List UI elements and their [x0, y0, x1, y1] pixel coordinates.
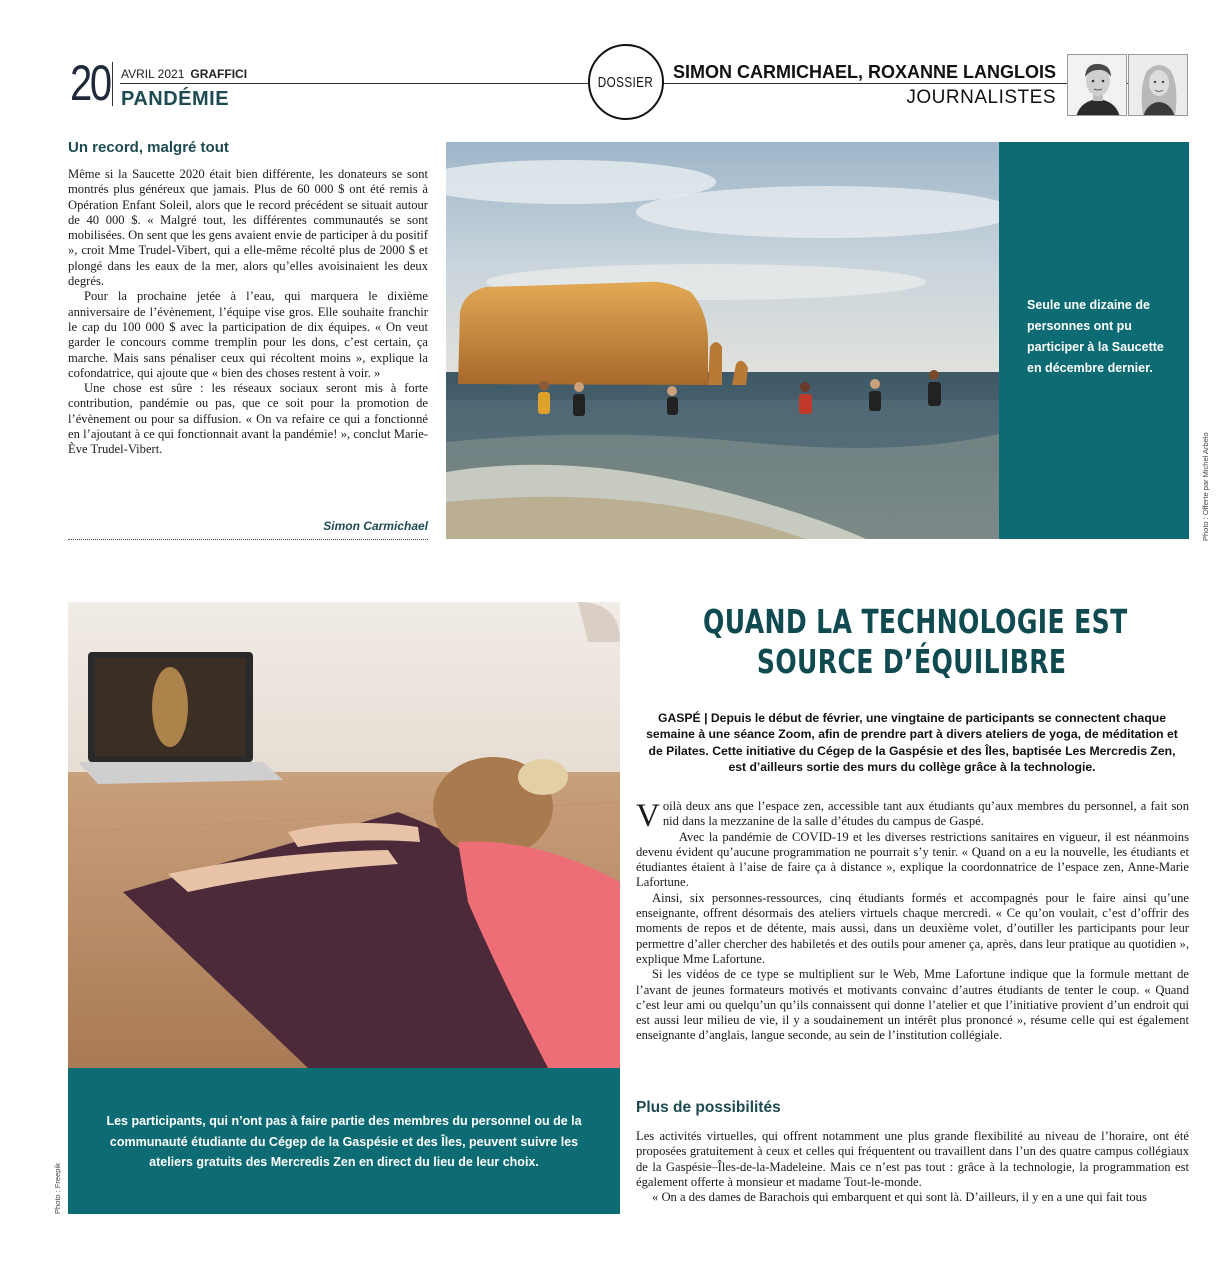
section-title: PANDÉMIE: [121, 88, 230, 110]
issue-date: [121, 67, 247, 81]
article-paragraph: « On a des dames de Barachois qui embarquent et qui sont là. D’ailleurs, il y en a une qui fait tous: [652, 1190, 1147, 1205]
sidebar-body: [68, 167, 428, 458]
author-role: JOURNALISTES: [906, 87, 1056, 108]
photo-caption: Seule une dizaine de personnes ont pu participer à la Saucette en décembre dernier.: [1027, 298, 1164, 375]
date-text: AVRIL 2021: [121, 67, 185, 81]
article-subheading: Plus de possibilités: [636, 1099, 781, 1116]
photo-caption-panel: [68, 1068, 620, 1214]
dotted-separator: [68, 539, 428, 540]
sidebar-heading: Un record, malgré tout: [68, 139, 229, 156]
sidebar-paragraph: Une chose est sûre : les réseaux sociaux seront mis à forte contribution, pandémie ou pas, que ce soit pour la promotion de l’évènement ou pour sa diffusion. « On va refaire ce qui a fonctionné en l’ajoutant à ce qui fonctionnait avant la pandémie! », conclut Marie-Ève Trudel-Vibert.: [68, 381, 428, 457]
photo-credit: Photo : Freepik: [53, 1163, 62, 1214]
article-body-continued: [636, 1129, 1189, 1205]
photo-credit: Photo : Offerte par Michel Arbelo: [1201, 432, 1210, 541]
article-paragraph: Avec la pandémie de COVID-19 et les diverses restrictions sanitaires en vigueur, il est néanmoins devenu évident qu’aucune programmation ne pourrait s’y tenir. « Quand on a eu la nouvelle, les étudiants et étudiantes étaient à l’aise de faire ça à distance », explique la coordonnatrice de l’espace zen, Anne-Marie Lafortune.: [636, 829, 1189, 890]
title-line: SOURCE D’ÉQUILIBRE: [757, 642, 1067, 681]
article-paragraph: Les activités virtuelles, qui offrent notamment une plus grande flexibilité au niveau de l’horaire, ont été proposées gratuitement à ceux et celles qui fréquentent ou travaillent dans l’un des quatre campus collégiaux de la Gaspésie–Îles-de-la-Madeleine. Mais ce n’est pas tout : grâce à la technologie, la programmation est également offerte à monsieur et madame Tout-le-monde.: [636, 1129, 1189, 1189]
article-paragraph: Ainsi, six personnes-ressources, cinq étudiants formés et accompagnés pour le faire ainsi qu’une enseignante, offrent désormais des ateliers virtuels chaque mercredi. « Ce qu’on voulait, c’est d’offrir des moments de repos et de détente, mais aussi, dans un deuxième volet, d’outiller les participants pour leur permettre d’aller chercher des habiletés et des outils pour amener ça, après, dans leur pratique au quotidien », explique Mme Lafortune.: [636, 890, 1189, 966]
sidebar-paragraph: Pour la prochaine jetée à l’eau, qui marquera le dixième anniversaire de l’évènement, l’équipe vise gros. Elle souhaite franchir le cap du 100 000 $ avec la participation de dix équipes. « On veut garder le concours comme tremplin pour les dons, c’est certain, ça marche. Mais sans pénaliser ceux qui récoltent moins », explique la cofondatrice, qui ajoute que « bien des choses restent à voir. »: [68, 289, 428, 380]
perce-rock-photo: [446, 142, 999, 539]
header-divider: [112, 62, 113, 106]
dossier-label: DOSSIER: [598, 73, 654, 91]
drop-cap: V: [636, 798, 660, 834]
sidebar-paragraph: Même si la Saucette 2020 était bien différente, les donateurs se sont montrés plus généreux que jamais. Plus de 60 000 $ ont été remis à Opération Enfant Soleil, alors que le record précédent se situait autour de 40 000 $. « Malgré tout, les différentes communautés se sont mobilisées. On sent que les gens avaient envie de participer à du positif », croit Mme Trudel-Vibert, qui a elle-même récolté plus de 2000 $ et plongé dans les eaux de la mer, alors qu’elles avoisinaient les deux degrés.: [68, 167, 428, 289]
author-names: SIMON CARMICHAEL, ROXANNE LANGLOIS: [672, 62, 1056, 82]
publication-name: GRAFFICI: [190, 67, 248, 81]
author-portrait-roxanne: [1128, 54, 1188, 116]
photo-caption: Les participants, qui n’ont pas à faire partie des membres du personnel ou de la communauté étudiante du Cégep de la Gaspésie et des Îles, peuvent suivre les ateliers gratuits des Mercredis Zen en direct du lieu de leur choix.: [106, 1114, 582, 1169]
title-line: QUAND LA TECHNOLOGIE EST: [703, 602, 1128, 641]
article-lede: GASPÉ | Depuis le début de février, une vingtaine de participants se connectent chaque semaine à une séance Zoom, afin de prendre part à divers ateliers de yoga, de méditation et de Pilates. Cette initiative du Cégep de la Gaspésie et des Îles, baptisée Les Mercredis Zen, est d’ailleurs sortie des murs du collège grâce à la technologie.: [646, 711, 1178, 774]
page-number: 20: [70, 55, 110, 111]
article-title: [636, 602, 1188, 682]
author-portrait-simon: [1067, 54, 1127, 116]
first-paragraph-text: oilà deux ans que l’espace zen, accessible tant aux étudiants qu’aux membres du personnel, a fait son nid dans la mezzanine de la salle d’études du campus de Gaspé.: [662, 799, 1189, 829]
article-body: [636, 799, 1189, 1044]
article-paragraph: [636, 798, 1189, 834]
yoga-photo: [68, 602, 620, 1068]
photo-caption-panel: [999, 142, 1189, 539]
article-paragraph: Si les vidéos de ce type se multiplient sur le Web, Mme Lafortune indique que la formule mettant de l’avant de jeunes formateurs motivés et motivants convainc d’autres étudiants de tenter le coup. « Quand c’est leur ami ou quelqu’un qu’ils connaissent qui donne l’atelier et que l’initiative provient d’un endroit qui est aussi leur milieu de vie, il y a soudainement un intérêt plus prononcé », résume celle qui est également enseignante d’anglais, langue seconde, au sein de l’institution collégiale.: [636, 967, 1189, 1043]
byline: Simon Carmichael: [323, 519, 428, 533]
dossier-badge: [588, 44, 664, 120]
